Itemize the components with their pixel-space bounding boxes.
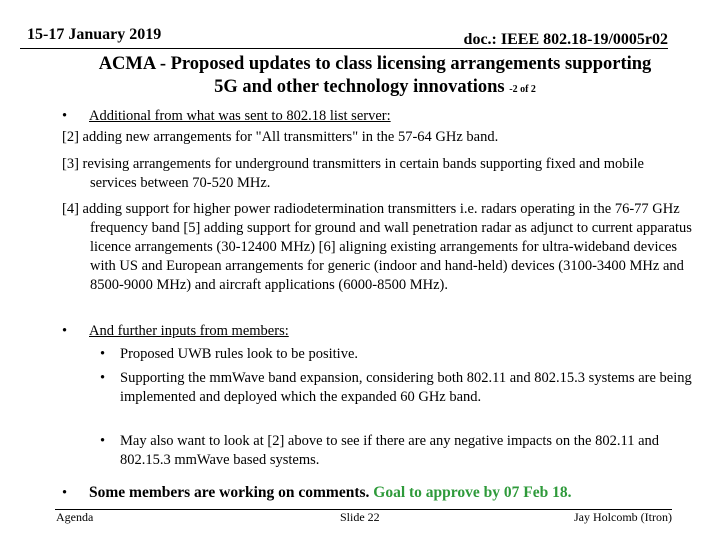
title-page-marker: -2 of 2 — [509, 84, 536, 95]
footer-author: Jay Holcomb (Itron) — [574, 510, 672, 524]
slide-title — [60, 53, 690, 101]
last-text: Some members are working on comments. — [89, 484, 370, 501]
item-4: [4] adding support for higher power radiodetermination transmitters i.e. radars operating in the 76-77 GHz frequency band [5] adding support for ground and wall penetration radar as adjunct to current apparatus licence arrangements (30-12400 MHz) [6] aligning existing arrangements for ultra-wideband devices with US and European arrangements for generic (indoor and hand-held) devices (3100-3400 MHz and 8500-9000 MHz) and aircraft applications (6000-8500 MHz). — [62, 201, 692, 293]
bullet-last — [62, 484, 572, 502]
goal-text: Goal to approve by 07 Feb 18. — [373, 484, 572, 501]
item-3: [3] revising arrangements for underground transmitters in certain bands supporting fixed and mobile services between 70-520 MHz. — [62, 156, 644, 191]
bullet-icon: • — [62, 485, 68, 501]
footer-slide-number: Slide 22 — [340, 510, 380, 524]
header-doc-number: doc.: IEEE 802.18-19/0005r02 — [463, 31, 668, 48]
header-date: 15-17 January 2019 — [27, 26, 162, 43]
bullet-icon: • — [100, 433, 106, 449]
title-line-2: 5G and other technology innovations — [214, 77, 505, 97]
bullet-icon: • — [62, 108, 68, 124]
header-divider — [20, 48, 668, 49]
bullet-icon: • — [62, 323, 68, 339]
item-2: [2] adding new arrangements for "All transmitters" in the 57-64 GHz band. — [62, 129, 499, 145]
bullet-icon: • — [100, 370, 106, 386]
sub-item-2: • Supporting the mmWave band expansion, considering both 802.11 and 802.15.3 systems are being implemented and deployed which the expanded 60 GHz band. — [100, 370, 692, 405]
further-text: And further inputs from members: — [89, 323, 289, 339]
bullet-further — [62, 322, 682, 341]
bullet-icon: • — [100, 346, 106, 362]
bullet-intro — [62, 107, 682, 126]
sub-item-1: • Proposed UWB rules look to be positive. — [100, 346, 359, 362]
footer-left: Agenda — [56, 510, 94, 524]
intro-text: Additional from what was sent to 802.18 list server: — [89, 108, 391, 124]
sub-item-3: • May also want to look at [2] above to see if there are any negative impacts on the 802.11 and 802.15.3 mmWave based systems. — [100, 433, 660, 468]
title-line-1: ACMA - Proposed updates to class licensing arrangements supporting — [98, 54, 652, 74]
